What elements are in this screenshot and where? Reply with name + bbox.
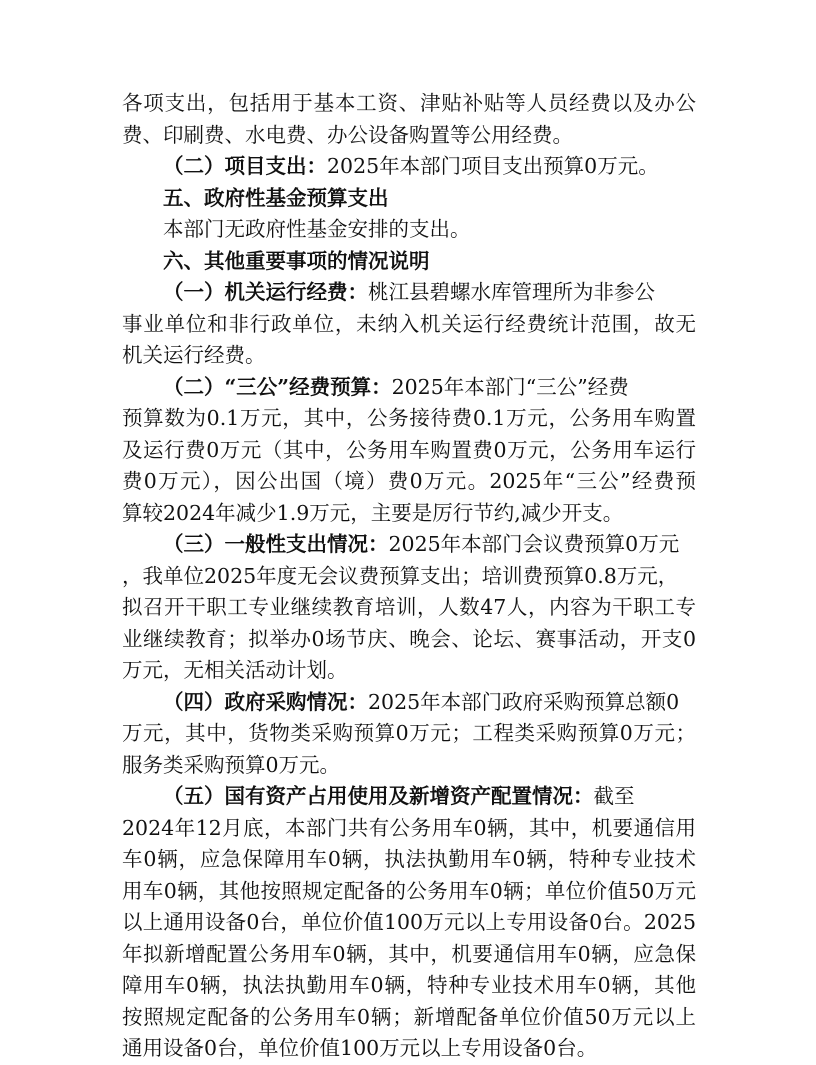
body-text-line: 本部门无政府性基金安排的支出。 [163,217,471,241]
subsection-lead: （四）政府采购情况： [163,689,368,714]
section-heading: 六、其他重要事项的情况说明 [163,248,430,273]
body-text-line: 2024年12月底，本部门共有公务用车0辆，其中，机要通信用 [122,815,696,840]
body-text-line: 以上通用设备0台，单位价值100万元以上专用设备0台。2025 [122,910,696,934]
subsection-line [122,687,696,719]
body-text-line: 算较2024年减少1.9万元，主要是厉行节约,减少开支。 [122,500,624,525]
subsection-line [122,529,696,561]
subsection-text: 2025年本部门会议费预算0万元 [388,532,680,556]
subsection-text: 截至 [593,784,635,808]
body-text-line: 年拟新增配置公务用车0辆，其中，机要通信用车0辆，应急保 [122,941,696,966]
subsection-lead: （五）国有资产占用使用及新增资产配置情况： [163,784,594,808]
subsection-line [122,372,696,404]
body-text-line: 各项支出，包括用于基本工资、津贴补贴等人员经费以及办公 [122,91,696,115]
body-text-line: 机关运行经费。 [122,343,266,367]
body-text-line: ，我单位2025年度无会议费预算支出；培训费预算0.8万元， [122,563,679,588]
subsection-lead: （二）项目支出： [163,154,327,178]
body-text-line: 及运行费0万元（其中，公务用车购置费0万元，公务用车运行 [122,437,696,462]
body-text-line: 拟召开干职工专业继续教育培训，人数47人，内容为干职工专 [122,595,696,619]
subsection-text: 2025年本部门政府采购预算总额0 [368,689,680,714]
subsection-text: 2025年本部门“三公”经费 [391,374,629,399]
body-text-line: 万元，无相关活动计划。 [122,658,348,682]
subsection-line [122,781,696,813]
body-text-line: 费、印刷费、水电费、办公设备购置等公用经费。 [122,122,573,147]
section-heading: 五、政府性基金预算支出 [163,185,389,210]
body-text-line: 车0辆，应急保障用车0辆，执法执勤用车0辆，特种专业技术 [122,847,696,871]
body-text-line: 按照规定配备的公务用车0辆；新增配备单位价值50万元以上 [122,1004,696,1029]
body-text-line: 服务类采购预算0万元。 [122,752,341,777]
subsection-text: 桃江县碧螺水库管理所为非参公 [368,280,655,304]
body-text-line: 障用车0辆，执法执勤用车0辆，特种专业技术用车0辆，其他 [122,973,696,997]
body-text-line: 业继续教育；拟举办0场节庆、晚会、论坛、赛事活动，开支0 [122,626,696,651]
body-text-line: 万元，其中，货物类采购预算0万元；工程类采购预算0万元； [122,721,696,745]
subsection-line [122,151,696,183]
subsection-lead: （三）一般性支出情况： [163,532,389,556]
subsection-text: 2025年本部门项目支出预算0万元。 [327,154,659,178]
body-text-line: 费0万元），因公出国（境）费0万元。2025年“三公”经费预 [122,469,696,493]
subsection-lead: （二）“三公”经费预算： [163,374,392,399]
subsection-line [122,277,696,309]
body-text-line: 用车0辆，其他按照规定配备的公务用车0辆；单位价值50万元 [122,878,696,903]
body-text-line: 事业单位和非行政单位，未纳入机关运行经费统计范围，故无 [122,311,696,336]
body-text-line: 预算数为0.1万元，其中，公务接待费0.1万元，公务用车购置 [122,406,696,430]
body-text-line: 通用设备0台，单位价值100万元以上专用设备0台。 [122,1036,598,1060]
subsection-lead: （一）机关运行经费： [163,280,368,304]
